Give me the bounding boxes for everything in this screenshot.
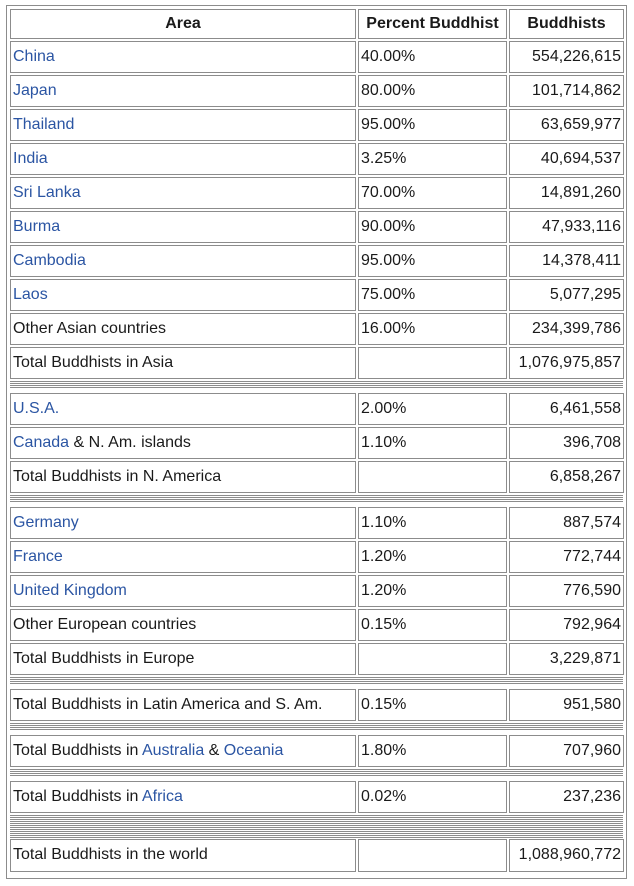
- count-cell: 887,574: [509, 507, 624, 539]
- percent-cell: 95.00%: [358, 245, 507, 277]
- count-cell: 951,580: [509, 689, 624, 721]
- total-row-oceania: [10, 735, 623, 767]
- section-divider: [10, 831, 623, 838]
- count-cell: 792,964: [509, 609, 624, 641]
- table-row: [10, 177, 623, 209]
- percent-cell: 80.00%: [358, 75, 507, 107]
- total-row-europe: [10, 643, 623, 675]
- header-percent: Percent Buddhist: [358, 9, 507, 39]
- link-australia[interactable]: Australia: [141, 742, 205, 759]
- area-cell: Total Buddhists in Europe: [10, 643, 356, 675]
- area-cell: Total Buddhists in the world: [10, 839, 356, 872]
- count-cell: 554,226,615: [509, 41, 624, 73]
- total-row-africa: [10, 781, 623, 813]
- area-cell: Other Asian countries: [10, 313, 356, 345]
- section-divider: [10, 381, 623, 388]
- buddhists-table: [6, 5, 627, 879]
- link-africa[interactable]: Africa: [141, 788, 183, 805]
- table-row: [10, 427, 623, 459]
- section-divider: [10, 769, 623, 776]
- table-row: [10, 507, 623, 539]
- count-cell: 63,659,977: [509, 109, 624, 141]
- area-cell: Other European countries: [10, 609, 356, 641]
- area-cell: Total Buddhists in Asia: [10, 347, 356, 379]
- percent-cell: 75.00%: [358, 279, 507, 311]
- count-cell: 101,714,862: [509, 75, 624, 107]
- area-cell: Total Buddhists in Latin America and S. Am.: [10, 689, 356, 721]
- percent-cell: 16.00%: [358, 313, 507, 345]
- area-amp: &: [204, 742, 224, 759]
- link-india[interactable]: India: [13, 150, 48, 167]
- table-row: [10, 313, 623, 345]
- total-row-world: [10, 839, 623, 872]
- count-cell: 14,378,411: [509, 245, 624, 277]
- link-canada[interactable]: Canada: [13, 434, 70, 451]
- count-cell: 14,891,260: [509, 177, 624, 209]
- count-cell: 237,236: [509, 781, 624, 813]
- count-cell: 1,076,975,857: [509, 347, 624, 379]
- link-usa[interactable]: U.S.A.: [13, 400, 60, 417]
- count-cell: 707,960: [509, 735, 624, 767]
- area-prefix: Total Buddhists in: [13, 788, 142, 805]
- percent-cell: 95.00%: [358, 109, 507, 141]
- count-cell: 772,744: [509, 541, 624, 573]
- table-row: [10, 279, 623, 311]
- percent-cell: 70.00%: [358, 177, 507, 209]
- link-france[interactable]: France: [13, 548, 63, 565]
- total-row-asia: [10, 347, 623, 379]
- area-prefix: Total Buddhists in: [13, 742, 142, 759]
- table-row: [10, 109, 623, 141]
- section-divider: [10, 723, 623, 730]
- area-suffix: & N. Am. islands: [69, 434, 191, 451]
- count-cell: 6,461,558: [509, 393, 624, 425]
- percent-cell: 1.10%: [358, 427, 507, 459]
- percent-cell: [358, 643, 507, 675]
- percent-cell: 3.25%: [358, 143, 507, 175]
- link-germany[interactable]: Germany: [13, 514, 79, 531]
- count-cell: 396,708: [509, 427, 624, 459]
- link-sri-lanka[interactable]: Sri Lanka: [13, 184, 81, 201]
- table-row: [10, 245, 623, 277]
- link-cambodia[interactable]: Cambodia: [13, 252, 86, 269]
- link-china[interactable]: China: [13, 48, 55, 65]
- header-buddhists: Buddhists: [509, 9, 624, 39]
- percent-cell: 1.20%: [358, 541, 507, 573]
- area-cell: Total Buddhists in N. America: [10, 461, 356, 493]
- table-row: [10, 75, 623, 107]
- link-thailand[interactable]: Thailand: [13, 116, 75, 133]
- count-cell: 234,399,786: [509, 313, 624, 345]
- count-cell: 6,858,267: [509, 461, 624, 493]
- header-area: Area: [10, 9, 356, 39]
- percent-cell: 1.80%: [358, 735, 507, 767]
- section-divider: [10, 815, 623, 822]
- percent-cell: 0.02%: [358, 781, 507, 813]
- percent-cell: [358, 839, 507, 872]
- percent-cell: 1.10%: [358, 507, 507, 539]
- total-row-north-america: [10, 461, 623, 493]
- percent-cell: 90.00%: [358, 211, 507, 243]
- total-row-latin-america: [10, 689, 623, 721]
- percent-cell: 2.00%: [358, 393, 507, 425]
- percent-cell: [358, 461, 507, 493]
- percent-cell: 1.20%: [358, 575, 507, 607]
- link-laos[interactable]: Laos: [13, 286, 48, 303]
- percent-cell: 0.15%: [358, 609, 507, 641]
- count-cell: 3,229,871: [509, 643, 624, 675]
- percent-cell: [358, 347, 507, 379]
- table-row: [10, 393, 623, 425]
- link-burma[interactable]: Burma: [13, 218, 61, 235]
- percent-cell: 40.00%: [358, 41, 507, 73]
- table-row: [10, 609, 623, 641]
- link-japan[interactable]: Japan: [13, 82, 57, 99]
- link-oceania[interactable]: Oceania: [223, 742, 284, 759]
- section-divider: [10, 495, 623, 502]
- table-row: [10, 143, 623, 175]
- percent-cell: 0.15%: [358, 689, 507, 721]
- table-row: [10, 211, 623, 243]
- count-cell: 5,077,295: [509, 279, 624, 311]
- section-divider: [10, 677, 623, 684]
- count-cell: 776,590: [509, 575, 624, 607]
- count-cell: 47,933,116: [509, 211, 624, 243]
- table-row: [10, 41, 623, 73]
- count-cell: 40,694,537: [509, 143, 624, 175]
- table-row: [10, 575, 623, 607]
- link-united-kingdom[interactable]: United Kingdom: [13, 582, 127, 599]
- count-cell: 1,088,960,772: [509, 839, 624, 872]
- section-divider: [10, 823, 623, 830]
- table-row: [10, 541, 623, 573]
- table-header: [10, 9, 623, 39]
